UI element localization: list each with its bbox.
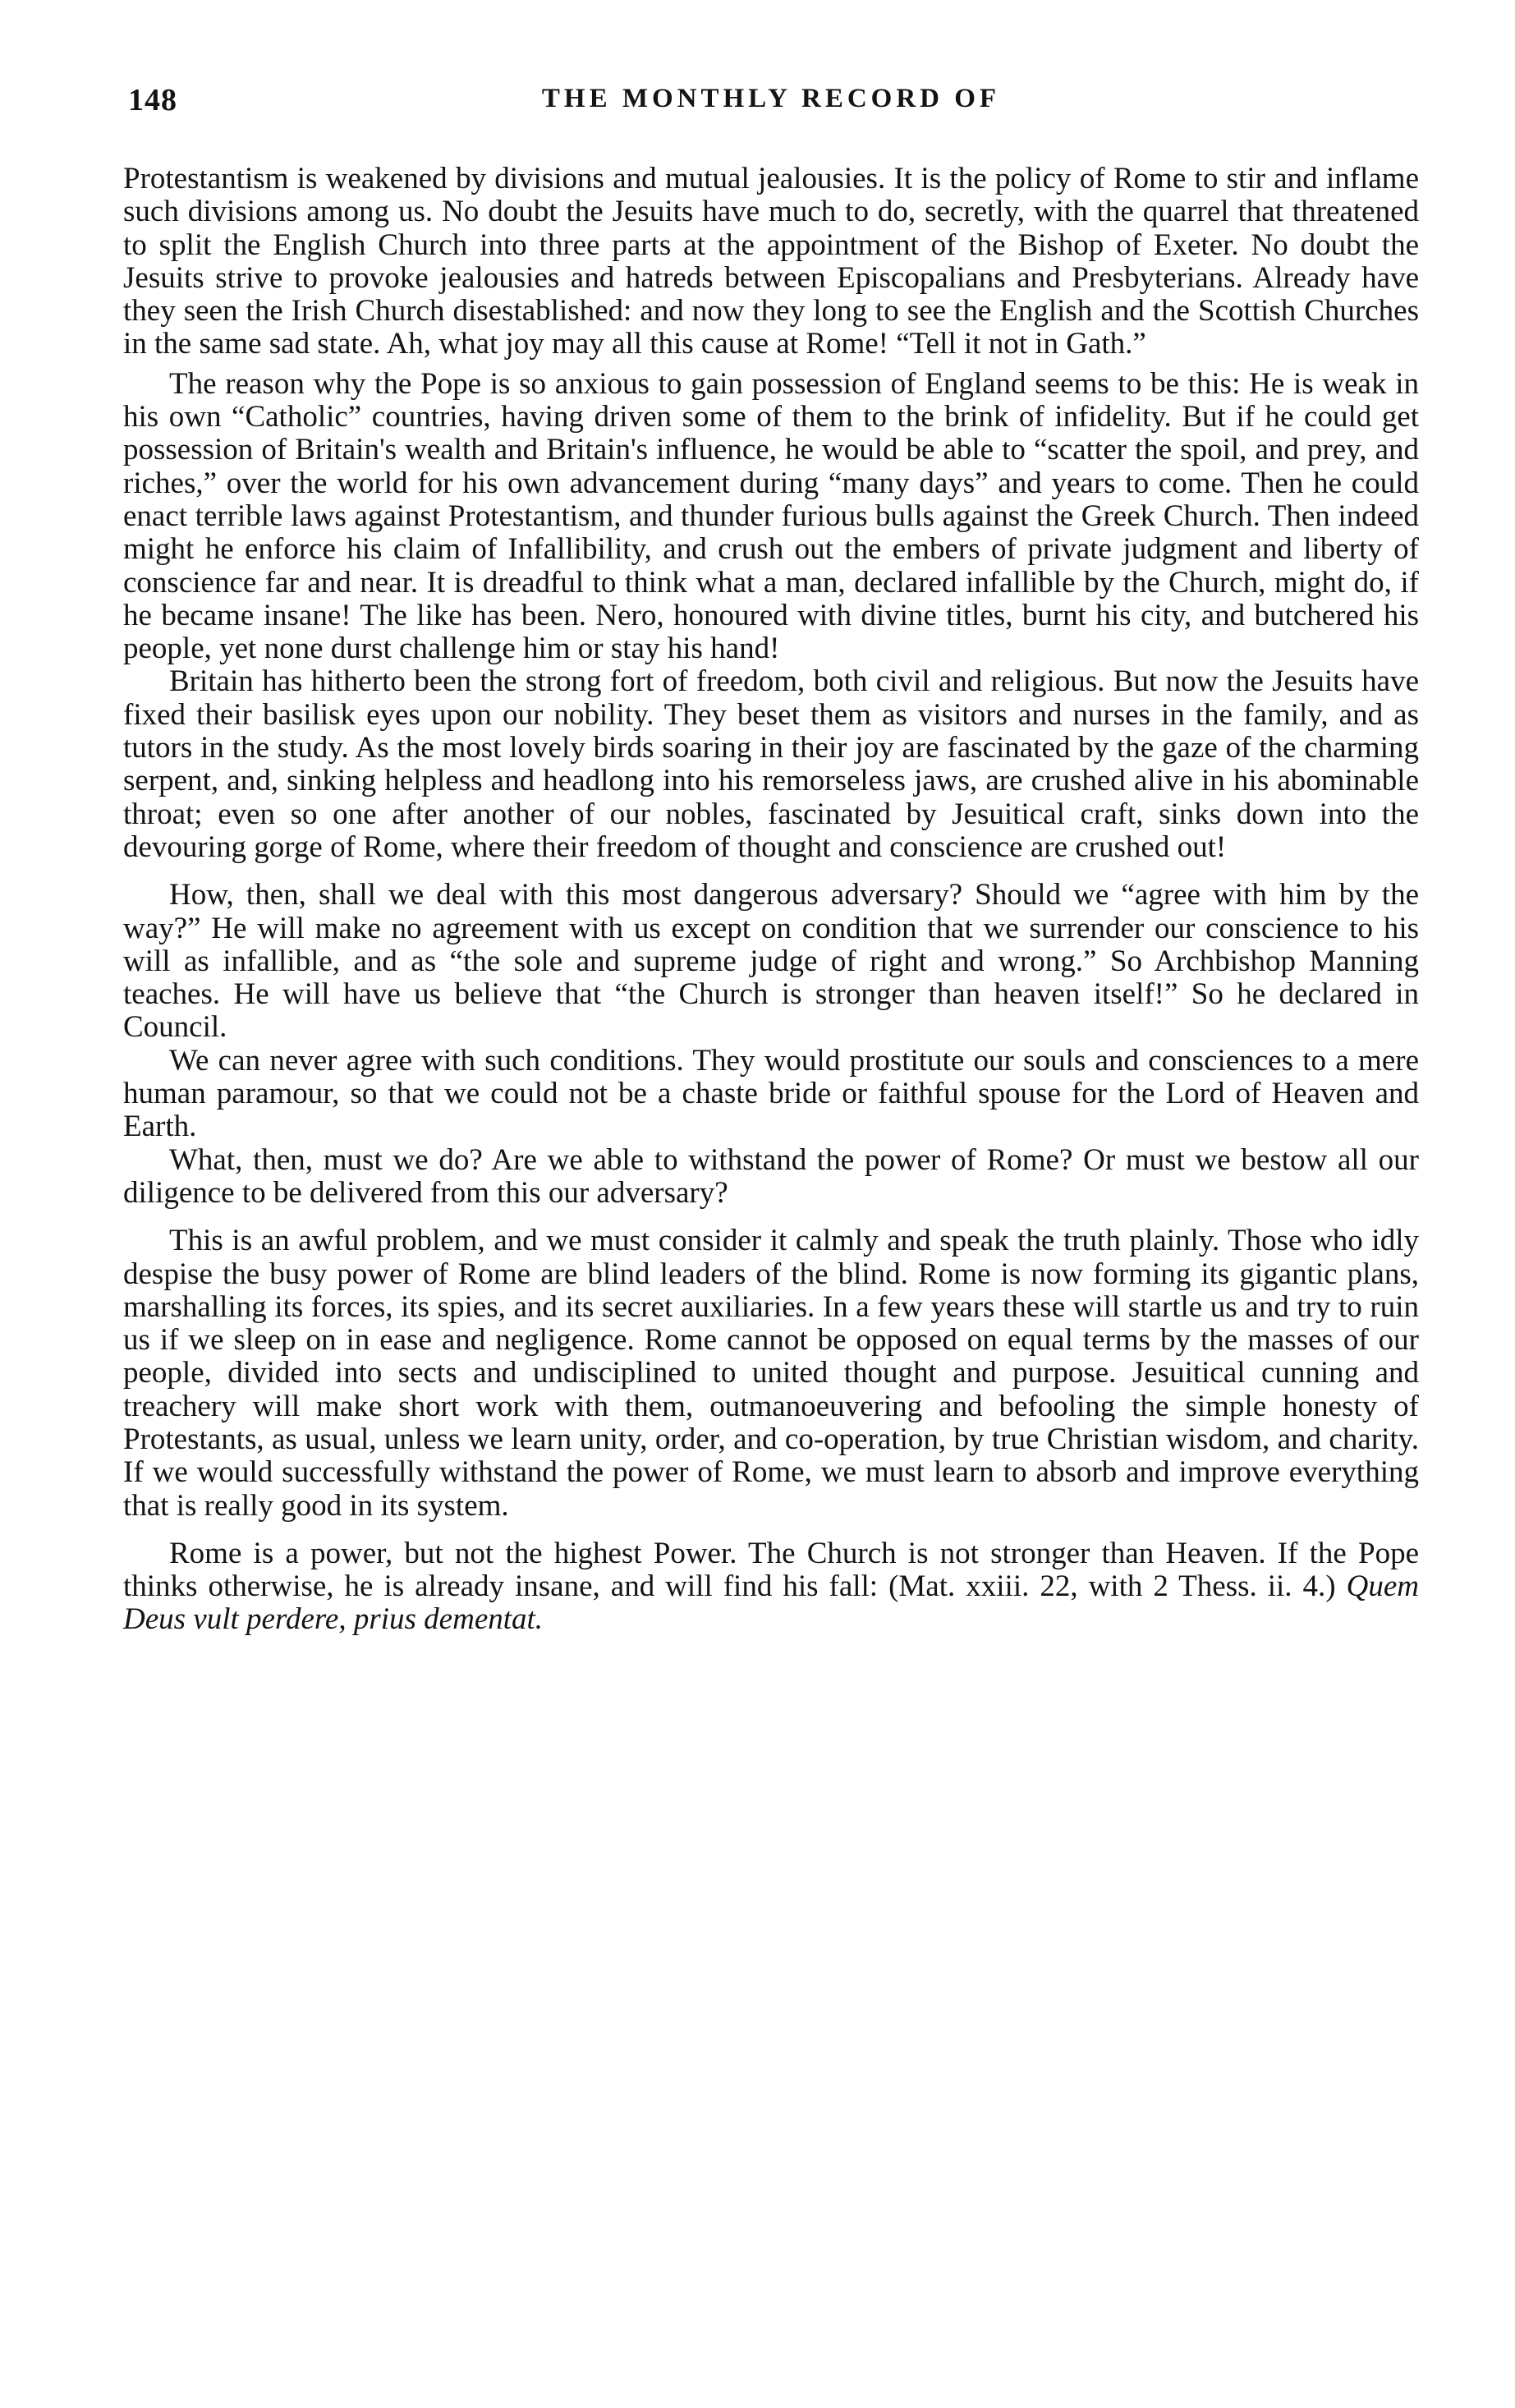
- paragraph-adversary: How, then, shall we deal with this most dangerous adversary? Should we “agree with him by the way?” He will make no agreement with us except on condition that we surrender our conscience to his will as infallible, and as “the sole and supreme judge of right and wrong.” So Archbishop Manning teaches. He will have us believe that “the Church is stronger than heaven itself!” So he declared in Council.: [123, 878, 1419, 1045]
- paragraph-conditions: We can never agree with such conditions. They would prostitute our souls and consciences to a mere human paramour, so that we could not be a chaste bride or faithful spouse for the Lord of Heaven and Earth.: [123, 1043, 1419, 1144]
- paragraph-awful-problem: This is an awful problem, and we must consider it calmly and speak the truth plainly. Those who idly despise the busy power of Rome are blind leaders of the blind. Rome is now forming its gigantic plans, marshalling its forces, its spies, and its secret auxiliaries. In a few years these will startle us and try to ruin us if we sleep on in ease and negligence. Rome cannot be opposed on equal terms by the masses of our people, divided into sects and undisciplined to united thought and purpose. Jesuitical cunning and treachery will make short work with them, outmanoeuvering and befooling the simple honesty of Protestants, as usual, unless we learn unity, order, and co-operation, by true Christian wisdom, and charity. If we would successfully withstand the power of Rome, we must learn to absorb and improve everything that is really good in its system.: [123, 1224, 1419, 1523]
- journal-title: THE MONTHLY RECORD OF: [541, 84, 1001, 113]
- paragraph-pope-england: The reason why the Pope is so anxious to gain possession of England seems to be this: He is weak in his own “Catholic” countries, having driven some of them to the brink of infidelity. But if he could get possession of Britain's wealth and Britain's influence, he would be able to “scatter the spoil, and prey, and riches,” over the world for his own advancement during “many days” and years to come. Then he could enact terrible laws against Protestantism, and thunder furious bulls against the Greek Church. Then indeed might he enforce his claim of Infallibility, and crush out the embers of private judgment and liberty of conscience far and near. It is dreadful to think what a man, declared infallible by the Church, might do, if he became insane! The like has been. Nero, honoured with divine titles, burnt his city, and butchered his people, yet none durst challenge him or stay his hand!: [123, 366, 1419, 666]
- article-body: [123, 163, 1419, 1637]
- paragraph-what-must-we-do: What, then, must we do? Are we able to withstand the power of Rome? Or must we bestow all our diligence to be delivered from this our adversary?: [123, 1142, 1419, 1210]
- running-head: [123, 82, 1419, 131]
- paragraph-divisions: Protestantism is weakened by divisions and mutual jealousies. It is the policy of Rome to stir and inflame such divisions among us. No doubt the Jesuits have much to do, secretly, with the quarrel that threatened to split the English Church into three parts at the appointment of the Bishop of Exeter. No doubt the Jesuits strive to provoke jealousies and hatreds between Episcopalians and Presbyterians. Already have they seen the Irish Church disestablished: and now they long to see the English and the Scottish Churches in the same sad state. Ah, what joy may all this cause at Rome! “Tell it not in Gath.”: [123, 162, 1419, 361]
- page: [123, 82, 1419, 1637]
- conclusion-text: Rome is a power, but not the highest Power. The Church is not stronger than Heaven. If the Pope thinks otherwise, he is already insane, and will find his fall: (Mat. xxiii. 22, with 2 Thess. ii. 4.): [123, 1536, 1419, 1604]
- paragraph-britain-nobility: Britain has hitherto been the strong fort of freedom, both civil and religious. But now the Jesuits have fixed their basilisk eyes upon our nobility. They beset them as visitors and nurses in the family, and as tutors in the study. As the most lovely birds soaring in their joy are fascinated by the gaze of the charming serpent, and, sinking helpless and headlong into his remorseless jaws, are crushed alive in his abominable throat; even so one after another of our nobles, fascinated by Jesuitical craft, sinks down into the devouring gorge of Rome, where their freedom of thought and conscience are crushed out!: [123, 664, 1419, 864]
- latin-quotation: Quem Deus vult perdere, prius dementat.: [123, 1569, 1420, 1637]
- page-number: 148: [128, 83, 177, 117]
- paragraph-conclusion: [123, 1537, 1419, 1637]
